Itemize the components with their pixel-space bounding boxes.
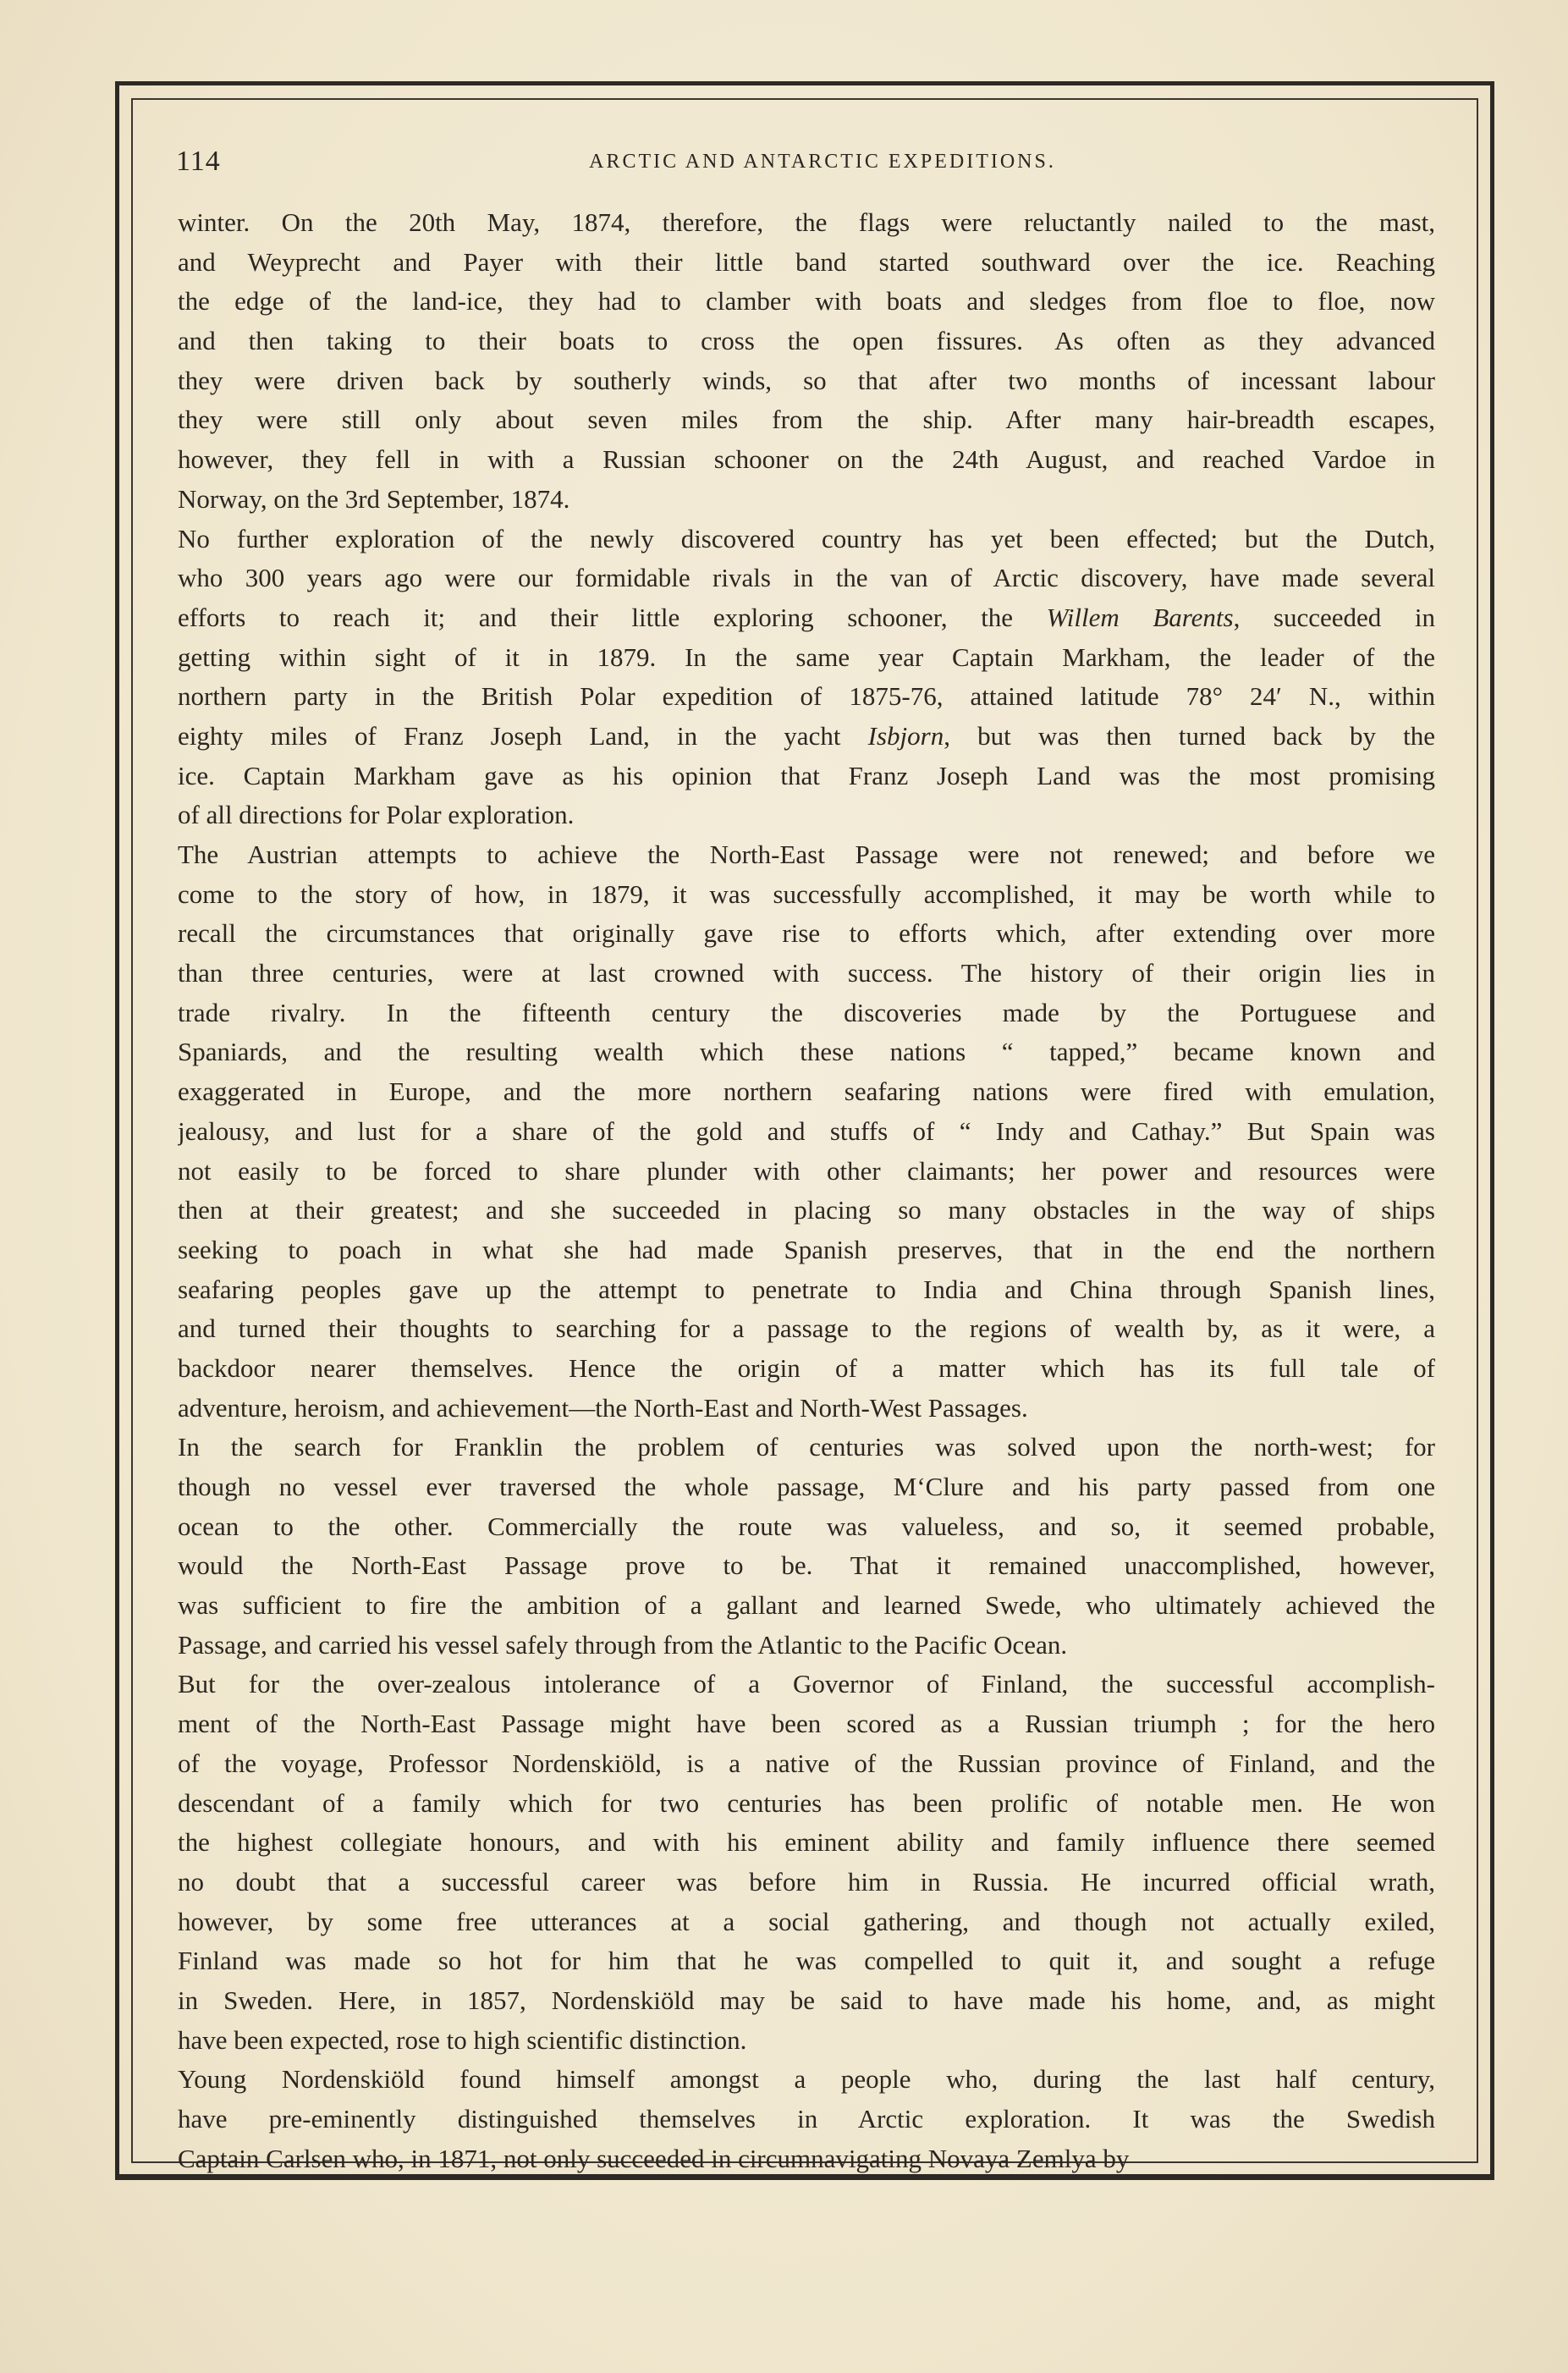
text-line: recall the circumstances that originally gave rise to efforts which, after extending over more — [178, 918, 1435, 949]
text-line: But for the over-zealous intolerance of a Governor of Finland, the successful accomplish- — [178, 1669, 1435, 1699]
text-line: In the search for Franklin the problem of centuries was solved upon the north-west; for — [178, 1432, 1435, 1462]
text-line: however, by some free utterances at a social gathering, and though not actually exiled, — [178, 1906, 1435, 1936]
text-line: have pre-eminently distinguished themselves in Arctic exploration. It was the Swedish — [178, 2104, 1435, 2133]
text-line: eighty miles of Franz Joseph Land, in the yacht Isbjorn, but was then turned back by the — [178, 720, 1435, 751]
page-number: 114 — [176, 146, 221, 177]
text-line: have been expected, rose to high scientific distinction. — [178, 2024, 747, 2055]
text-line: and then taking to their boats to cross the open fissures. As often as they advanced — [178, 326, 1435, 356]
text-line: and Weyprecht and Payer with their little band started southward over the ice. Reaching — [178, 246, 1435, 277]
text-line: The Austrian attempts to achieve the North-East Passage were not renewed; and before we — [178, 840, 1435, 869]
text-line: would the North-East Passage prove to be. That it remained unaccomplished, however, — [178, 1550, 1435, 1581]
body-text — [178, 203, 1435, 2178]
paragraph — [178, 2060, 1435, 2178]
text-line: seafaring peoples gave up the attempt to penetrate to India and China through Spanish lines, — [178, 1274, 1435, 1304]
text-line: though no vessel ever traversed the whole passage, M‘Clure and his party passed from one — [178, 1472, 1435, 1501]
paragraph — [178, 835, 1435, 1428]
text-line: of the voyage, Professor Nordenskiöld, is a native of the Russian province of Finland, and the — [178, 1748, 1435, 1778]
text-line: Passage, and carried his vessel safely through from the Atlantic to the Pacific Ocean. — [178, 1629, 1068, 1660]
paragraph — [178, 203, 1435, 520]
text-line: no doubt that a successful career was before him in Russia. He incurred official wrath, — [178, 1866, 1435, 1897]
paragraph — [178, 1665, 1435, 2060]
text-line: getting within sight of it in 1879. In the same year Captain Markham, the leader of the — [178, 641, 1435, 672]
text-line: then at their greatest; and she succeeded in placing so many obstacles in the way of ships — [178, 1195, 1435, 1225]
text-line: in Sweden. Here, in 1857, Nordenskiöld may be said to have made his home, and, as might — [178, 1985, 1435, 2015]
italic-title: Willem Barents — [1046, 602, 1234, 632]
paragraph — [178, 1428, 1435, 1665]
text-line: seeking to poach in what she had made Spanish preserves, that in the end the northern — [178, 1234, 1435, 1264]
text-line: backdoor nearer themselves. Hence the origin of a matter which has its full tale of — [178, 1352, 1435, 1383]
text-line: Norway, on the 3rd September, 1874. — [178, 483, 570, 514]
page-header — [176, 146, 1435, 188]
italic-title: Isbjorn — [867, 720, 944, 751]
text-line: trade rivalry. In the fifteenth century the discoveries made by the Portuguese and — [178, 997, 1435, 1027]
text-line: not easily to be forced to share plunder with other claimants; her power and resources were — [178, 1155, 1435, 1186]
text-line: ment of the North-East Passage might have been scored as a Russian triumph ; for the hero — [178, 1709, 1435, 1739]
text-line: Spaniards, and the resulting wealth which these nations “ tapped,” became known and — [178, 1037, 1435, 1067]
running-title: ARCTIC AND ANTARCTIC EXPEDITIONS. — [589, 151, 1056, 173]
text-line: however, they fell in with a Russian schooner on the 24th August, and reached Vardoe in — [178, 444, 1435, 475]
text-line: adventure, heroism, and achievement—the North-East and North-West Passages. — [178, 1392, 1028, 1423]
text-line: come to the story of how, in 1879, it was successfully accomplished, it may be worth while to — [178, 878, 1435, 909]
text-line: they were still only about seven miles from the ship. After many hair-breadth escapes, — [178, 405, 1435, 435]
text-line: No further exploration of the newly discovered country has yet been effected; but the Dutch, — [178, 523, 1435, 553]
text-line: northern party in the British Polar expedition of 1875-76, attained latitude 78° 24′ N., within — [178, 681, 1435, 712]
text-line: descendant of a family which for two centuries has been prolific of notable men. He won — [178, 1787, 1435, 1818]
text-line: Captain Carlsen who, in 1871, not only succeeded in circumnavigating Novaya Zemlya by — [178, 2143, 1130, 2173]
text-line: ocean to the other. Commercially the route was valueless, and so, it seemed probable, — [178, 1511, 1435, 1541]
text-line: Young Nordenskiöld found himself amongst a people who, during the last half century, — [178, 2064, 1435, 2095]
text-line: winter. On the 20th May, 1874, therefore, the flags were reluctantly nailed to the mast, — [178, 207, 1435, 237]
paragraph — [178, 520, 1435, 836]
text-line: exaggerated in Europe, and the more northern seafaring nations were fired with emulation, — [178, 1076, 1435, 1107]
text-line: they were driven back by southerly winds, so that after two months of incessant labour — [178, 365, 1435, 395]
text-line: the highest collegiate honours, and with his eminent ability and family influence there seemed — [178, 1827, 1435, 1858]
text-line: was sufficient to fire the ambition of a gallant and learned Swede, who ultimately achieved the — [178, 1590, 1435, 1621]
text-line: jealousy, and lust for a share of the gold and stuffs of “ Indy and Cathay.” But Spain was — [178, 1115, 1435, 1146]
text-line: than three centuries, were at last crowned with success. The history of their origin lies in — [178, 958, 1435, 988]
text-line: ice. Captain Markham gave as his opinion that Franz Joseph Land was the most promising — [178, 760, 1435, 790]
text-line: of all directions for Polar exploration. — [178, 800, 575, 830]
text-line: the edge of the land-ice, they had to clamber with boats and sledges from floe to floe, now — [178, 286, 1435, 317]
text-line: and turned their thoughts to searching for a passage to the regions of wealth by, as it were, a — [178, 1313, 1435, 1344]
text-line: efforts to reach it; and their little exploring schooner, the Willem Barents, succeeded in — [178, 602, 1435, 632]
text-line: who 300 years ago were our formidable rivals in the van of Arctic discovery, have made several — [178, 563, 1435, 593]
text-line: Finland was made so hot for him that he was compelled to quit it, and sought a refuge — [178, 1946, 1435, 1976]
